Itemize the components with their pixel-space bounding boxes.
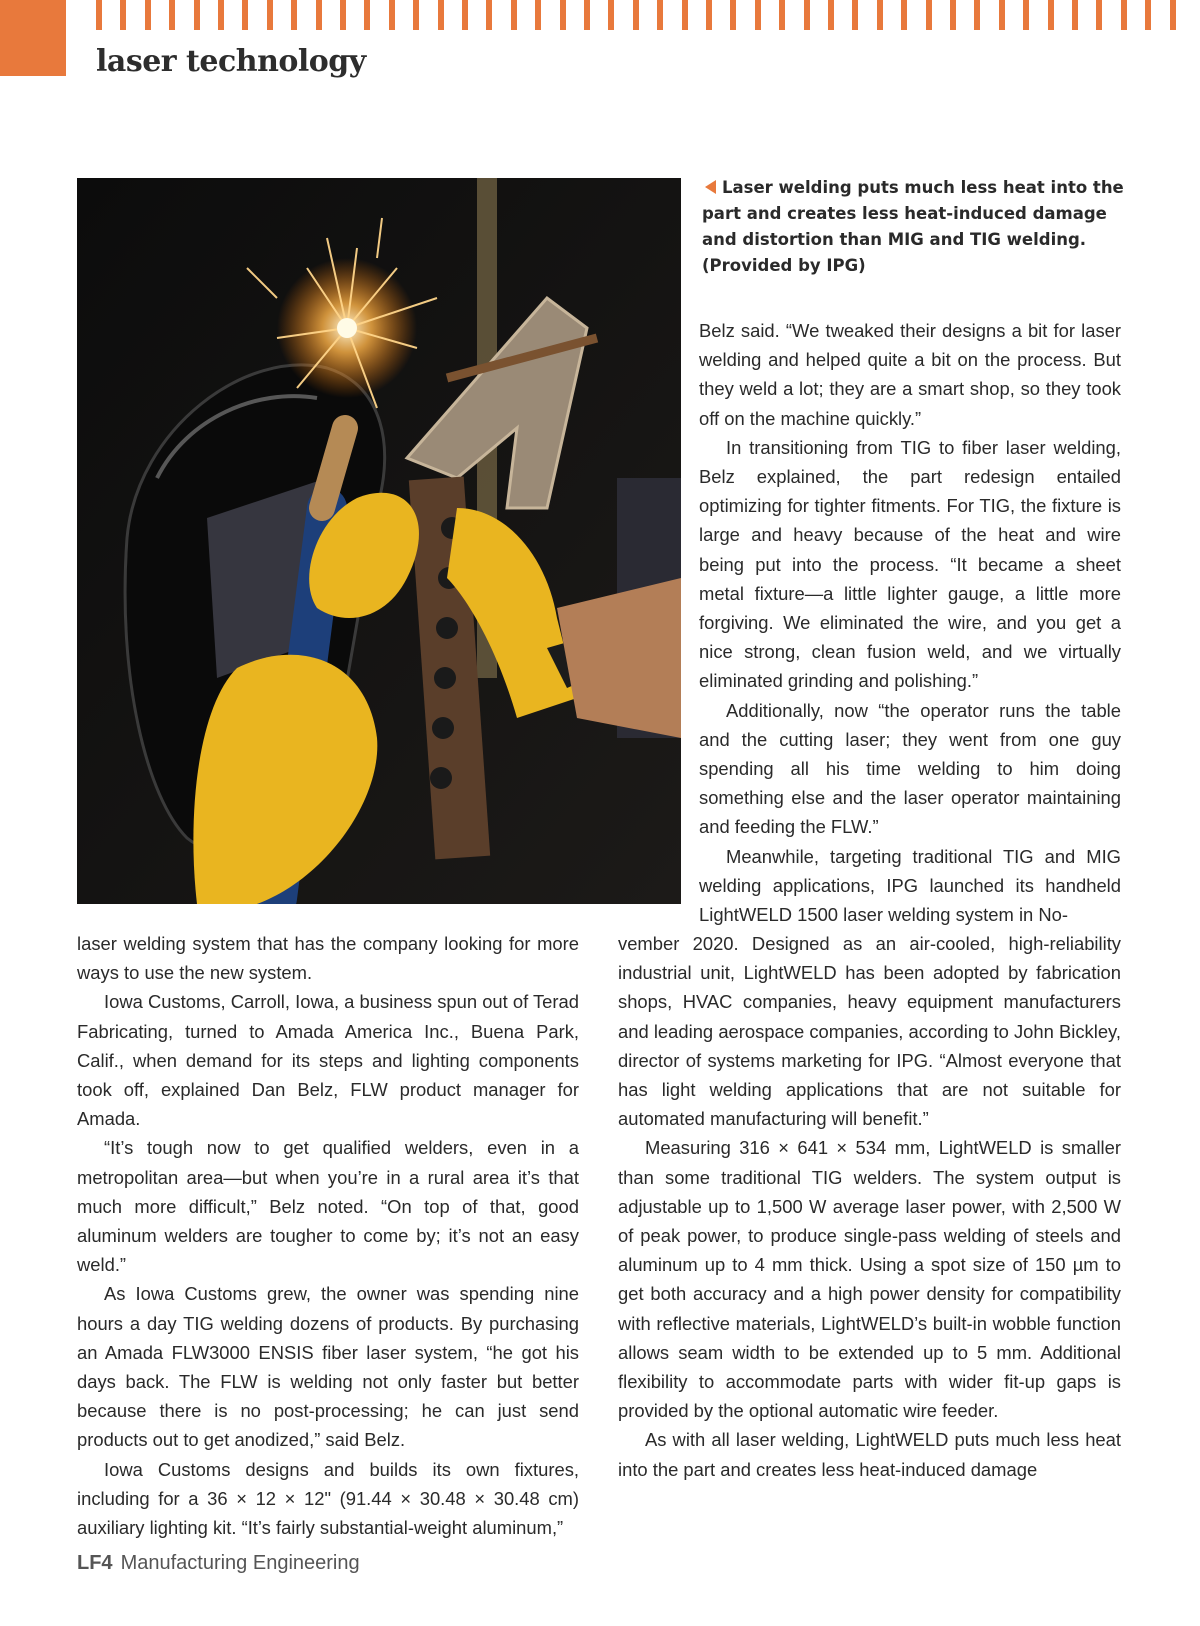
tick-mark xyxy=(340,0,346,30)
right-column-text xyxy=(699,316,1121,929)
tick-mark xyxy=(169,0,175,30)
paragraph: laser welding system that has the company looking for more ways to use the new system. xyxy=(77,933,579,984)
tick-mark xyxy=(267,0,273,30)
tick-mark xyxy=(438,0,444,30)
tick-mark xyxy=(633,0,639,30)
paragraph: Belz said. “We tweaked their designs a bit for laser welding and helped quite a bit on the process. But they weld a lot; they are a smart shop, so they took off on the machine quickly.” xyxy=(699,320,1121,429)
paragraph: In transitioning from TIG to fiber laser welding, Belz explained, the part redesign entailed optimizing for tighter fitments. For TIG, the fixture is large and heavy because of the heat and wire being put into the process. “It became a sheet metal fixture—a little lighter gauge, a little more forgiving. We eliminated the wire, and you get a nice strong, clean fusion weld, and we virtually eliminated grinding and polishing.” xyxy=(699,436,1121,692)
tick-mark xyxy=(364,0,370,30)
tick-mark xyxy=(657,0,663,30)
page-number: LF4 xyxy=(77,1552,113,1574)
orange-tick-rule xyxy=(96,0,1196,32)
photo-caption: Laser welding puts much less heat into the part and creates less heat-induced damage and distortion than MIG and TIG welding. (Provided by IPG) xyxy=(702,178,1124,275)
tick-mark xyxy=(96,0,102,30)
tick-mark xyxy=(1048,0,1054,30)
tick-mark xyxy=(1121,0,1127,30)
tick-mark xyxy=(755,0,761,30)
tick-mark xyxy=(1023,0,1029,30)
paragraph: Iowa Customs, Carroll, Iowa, a business spun out of Terad Fabricating, turned to Amada America Inc., Buena Park, Calif., when demand for its steps and lighting components took off, explained Dan Belz, FLW product manager for Amada. xyxy=(77,991,579,1130)
paragraph: “It’s tough now to get qualified welders, even in a metropolitan area—but when you’re in a rural area it’s that much more difficult,” Belz noted. “On top of that, good aluminum welders are tougher to come by; it’s not an easy weld.” xyxy=(77,1137,579,1276)
tick-mark xyxy=(608,0,614,30)
bottom-right-column-text xyxy=(618,929,1121,1484)
tick-mark xyxy=(218,0,224,30)
paragraph: Iowa Customs designs and builds its own fixtures, including for a 36 × 12 × 12" (91.44 × 30.48 × 30.48 cm) auxiliary lighting kit. “It’s fairly substantial-weight aluminum,” xyxy=(77,1458,579,1539)
tick-mark xyxy=(852,0,858,30)
tick-mark xyxy=(706,0,712,30)
tick-mark xyxy=(120,0,126,30)
paragraph: As Iowa Customs grew, the owner was spending nine hours a day TIG welding dozens of products. By purchasing an Amada FLW3000 ENSIS fiber laser system, “he got his days back. The FLW is welding not only faster but better because there is no post-processing; he can just send products out to get anodized,” said Belz. xyxy=(77,1283,579,1451)
tick-mark xyxy=(950,0,956,30)
paragraph: Measuring 316 × 641 × 534 mm, LightWELD is smaller than some traditional TIG welders. The system output is adjustable up to 1,500 W average laser power, with 2,500 W of peak power, to produce single-pass welding of steels and aluminum up to 4 mm thick. Using a spot size of 150 µm to get both accuracy and a high power density for compatibility with reflective materials, LightWELD’s built-in wobble function allows seam width to be extended up to 5 mm. Additional flexibility to accommodate parts with wider fit-up gaps is provided by the optional automatic wire feeder. xyxy=(618,1137,1121,1422)
tick-mark xyxy=(682,0,688,30)
welding-photo xyxy=(77,178,681,904)
tick-mark xyxy=(999,0,1005,30)
tick-mark xyxy=(804,0,810,30)
tick-mark xyxy=(877,0,883,30)
publication-name: Manufacturing Engineering xyxy=(120,1552,360,1574)
tick-mark xyxy=(779,0,785,30)
tick-mark xyxy=(1096,0,1102,30)
paragraph: As with all laser welding, LightWELD puts much less heat into the part and creates less heat-induced damage xyxy=(618,1429,1121,1480)
tick-mark xyxy=(926,0,932,30)
tick-mark xyxy=(1072,0,1078,30)
tick-mark xyxy=(316,0,322,30)
paragraph: vember 2020. Designed as an air-cooled, high-reliability industrial unit, LightWELD has been adopted by fabrication shops, HVAC companies, heavy equipment manufacturers and leading aerospace companies, according to John Bickley, director of systems marketing for IPG. “Almost everyone that has light welding applications that are not suitable for automated manufacturing will benefit.” xyxy=(618,933,1121,1130)
tick-mark xyxy=(145,0,151,30)
tick-mark xyxy=(901,0,907,30)
tick-mark xyxy=(462,0,468,30)
tick-mark xyxy=(486,0,492,30)
tick-mark xyxy=(242,0,248,30)
left-column-text xyxy=(77,929,579,1542)
tick-mark xyxy=(560,0,566,30)
tick-mark xyxy=(730,0,736,30)
tick-mark xyxy=(194,0,200,30)
tick-mark xyxy=(413,0,419,30)
tick-mark xyxy=(1145,0,1151,30)
tick-mark xyxy=(974,0,980,30)
tick-mark xyxy=(1170,0,1176,30)
tick-mark xyxy=(511,0,517,30)
tick-mark xyxy=(828,0,834,30)
section-title: laser technology xyxy=(96,44,366,79)
tick-mark xyxy=(535,0,541,30)
page-footer xyxy=(77,1552,360,1575)
tick-mark xyxy=(291,0,297,30)
tick-mark xyxy=(389,0,395,30)
paragraph: Meanwhile, targeting traditional TIG and MIG welding applications, IPG launched its handheld LightWELD 1500 laser welding system in No- xyxy=(699,845,1121,926)
paragraph: Additionally, now “the operator runs the table and the cutting laser; they went from one guy spending all his time welding to him doing something else and the laser operator maintaining and feeding the FLW.” xyxy=(699,699,1121,838)
orange-corner-block xyxy=(0,0,66,76)
tick-mark xyxy=(584,0,590,30)
